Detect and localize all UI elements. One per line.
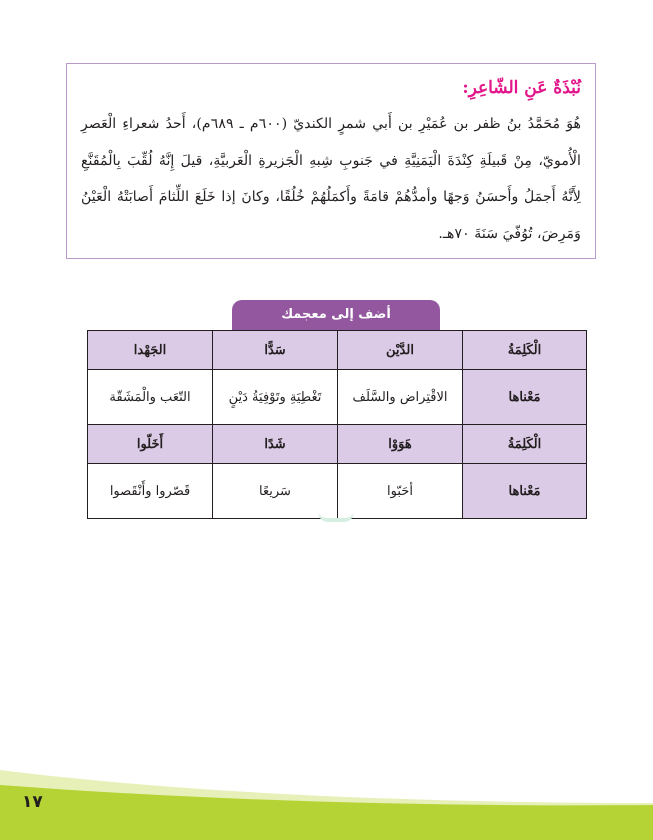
meaning-row-1 [88,370,587,425]
word-row-2 [88,425,587,464]
meaning-cell: قَصّروا وأَنْقَصوا [88,464,213,519]
faint-watermark-mark [318,512,354,522]
word-cell: سَدًّا [213,331,338,370]
vocab-tab-header: أضف إلى معجمك [232,300,440,330]
word-cell: هَوَوْا [338,425,463,464]
footer-band-dark [0,785,653,840]
word-cell: الجَهْدا [88,331,213,370]
meaning-cell: أحَبّوا [338,464,463,519]
word-label-cell: الْكَلِمَةُ [463,425,587,464]
word-cell: الدَّيْن [338,331,463,370]
word-cell: شَدًا [213,425,338,464]
meaning-cell: التّعَب والْمَشَقّة [88,370,213,425]
page-number: ١٧ [22,792,43,812]
meaning-label-cell: مَعْناها [463,370,587,425]
vocab-table [87,330,587,519]
meaning-label-cell: مَعْناها [463,464,587,519]
word-row-1 [88,331,587,370]
meaning-cell: الاقْتِراض والسَّلَف [338,370,463,425]
bio-title: نُبْذَةٌ عَنِ الشّاعِرِ: [462,78,581,98]
meaning-row-2 [88,464,587,519]
poet-bio-box [66,63,596,259]
footer-green-band [0,745,653,840]
word-cell: أَخَلّوا [88,425,213,464]
bio-text: هُوَ مُحَمَّدُ بنُ ظفر بن عُمَيْرِ بن أَبي شمرٍ الكنديّ (٦٠٠م ـ ٦٨٩م)، أَحدُ شعراءِ الْعَصرِ الْأُمويّ، مِنْ قَبيلَةِ كِنْدَةَ الْيَمَنِيَّةِ في جَنوبِ شِبهِ الْجَزيرةِ الْعَربيَّةِ، قيلَ إِنَّهُ لُقِّبَ بِالْمُقَنَّعِ لِأَنَّهُ أَجمَلُ وأَحسَنُ وَجهًا وأمدُّهُمْ قامَةً وأَكمَلُهُمْ خُلُقًا، وكانَ إذا خَلَعَ اللِّثامَ أَصابَتْهُ الْعَيْنُ وَمَرِضَ، تُوُفّيَ سَنَةَ ٧٠هـ. [81,116,582,242]
word-label-cell: الْكَلِمَةُ [463,331,587,370]
meaning-cell: سَريعًا [213,464,338,519]
meaning-cell: تَغْطِيَةِ وتَوْفِيَةُ دَيْنٍ [213,370,338,425]
